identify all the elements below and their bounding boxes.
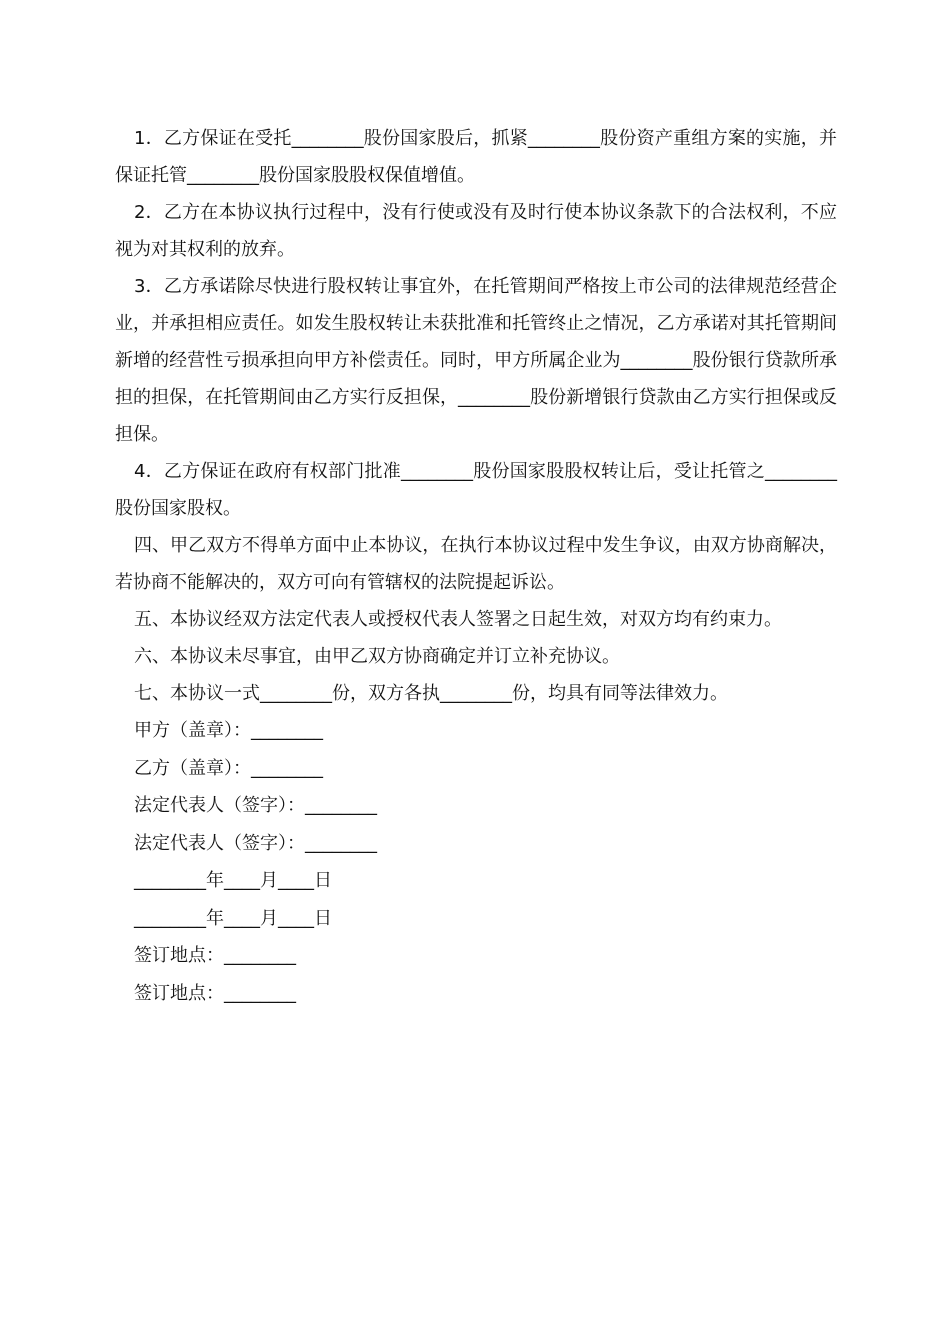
document-page <box>115 120 837 1012</box>
clause-1: 1．乙方保证在受托________股份国家股后，抓紧________股份资产重组方案的实施，并保证托管________股份国家股股权保值增值。 <box>115 128 837 186</box>
clause-4: 4．乙方保证在政府有权部门批准________股份国家股股权转让后，受让托管之________股份国家股权。 <box>115 461 837 519</box>
party-a-seal-line: 甲方（盖章）：________ <box>134 720 323 741</box>
party-b-date-line: ________年____月____日 <box>134 907 332 929</box>
party-a-signing-place-line: 签订地点：________ <box>134 945 296 966</box>
article-four: 四、甲乙双方不得单方面中止本协议，在执行本协议过程中发生争议，由双方协商解决，若协商不能解决的，双方可向有管辖权的法院提起诉讼。 <box>115 535 837 593</box>
party-b-signing-place-line: 签订地点：________ <box>134 982 296 1004</box>
party-b-representative-line: 法定代表人（签字）：________ <box>134 832 377 854</box>
clause-3: 3．乙方承诺除尽快进行股权转让事宜外，在托管期间严格按上市公司的法律规范经营企业，并承担相应责任。如发生股权转让未获批准和托管终止之情况，乙方承诺对其托管期间新增的经营性亏损承担向甲方补偿责任。同时，甲方所属企业为________股份银行贷款所承担的担保，在托管期间由乙方实行反担保，________股份新增银行贷款由乙方实行担保或反担保。 <box>115 276 837 445</box>
party-a-date-line: ________年____月____日 <box>134 870 332 891</box>
party-b-seal-line: 乙方（盖章）：________ <box>134 757 323 779</box>
article-five: 五、本协议经双方法定代表人或授权代表人签署之日起生效，对双方均有约束力。 <box>134 609 782 630</box>
article-six: 六、本协议未尽事宜，由甲乙双方协商确定并订立补充协议。 <box>134 646 620 667</box>
clause-2: 2．乙方在本协议执行过程中，没有行使或没有及时行使本协议条款下的合法权利，不应视为对其权利的放弃。 <box>115 202 837 260</box>
signature-block <box>115 712 837 1012</box>
party-a-representative-line: 法定代表人（签字）：________ <box>134 795 377 816</box>
article-seven: 七、本协议一式________份，双方各执________份，均具有同等法律效力。 <box>134 683 728 704</box>
